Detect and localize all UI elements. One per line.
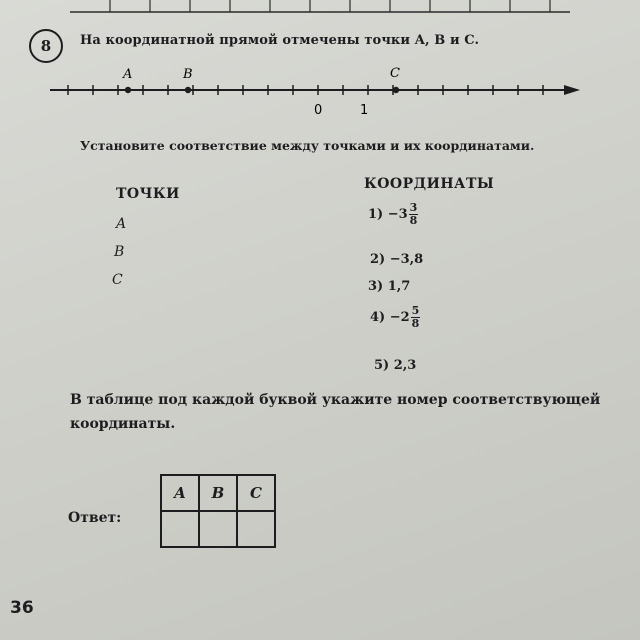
fraction-numerator: 3 [409,201,418,214]
coordinate-option-1-text: 1) −3 [368,207,408,222]
point-a-label: A [123,67,133,82]
point-option-b: B [114,244,125,260]
coordinate-option-2-text: 2) −3,8 [370,252,424,267]
fraction-denominator: 8 [409,214,418,227]
answer-cell-b[interactable] [199,511,237,547]
coordinate-option-1 [368,202,418,227]
fraction-numerator: 5 [411,304,420,317]
coordinate-number-line [50,62,580,122]
answer-header-row [161,475,275,511]
coordinate-option-5 [374,358,416,373]
answer-column-c: C [237,475,275,511]
task-number: 8 [40,37,52,55]
task-title: На координатной прямой отмечены точки A, B и C. [80,33,480,48]
task-number-badge [29,29,63,63]
answer-cell-c[interactable] [237,511,275,547]
point-option-c: C [112,272,123,288]
fraction-denominator: 8 [411,317,420,330]
answer-column-a: A [161,475,199,511]
answer-cell-a[interactable] [161,511,199,547]
points-header: ТОЧКИ [116,186,180,202]
coordinate-option-3 [368,279,410,294]
answer-input-row [161,511,275,547]
coordinate-option-3-text: 3) 1,7 [368,279,411,294]
coordinate-option-5-text: 5) 2,3 [374,358,417,373]
coordinates-header: КООРДИНАТЫ [364,176,495,192]
answer-column-b: B [199,475,237,511]
matching-instruction: Установите соответствие между точками и их координатами. [80,138,535,153]
point-c-label: C [390,66,400,81]
coordinate-option-4 [370,305,420,330]
page-number: 36 [10,598,34,618]
coordinate-option-1-fraction [409,202,419,227]
axis-arrow-icon [564,85,580,95]
point-a-marker [125,87,131,93]
tick-label-zero: 0 [314,103,323,118]
point-c-marker [393,87,399,93]
point-b-label: B [183,67,193,82]
tick-label-one: 1 [360,103,369,118]
answer-table [160,474,276,548]
coordinate-option-4-text: 4) −2 [370,310,410,325]
answer-label: Ответ: [68,510,122,526]
table-instruction: В таблице под каждой буквой укажите номер соответствующей координаты. [70,392,601,432]
previous-task-grid-remnant [70,0,570,14]
point-b-marker [185,87,191,93]
point-option-a: A [116,216,127,232]
coordinate-option-4-fraction [411,305,421,330]
coordinate-option-2 [370,252,423,267]
